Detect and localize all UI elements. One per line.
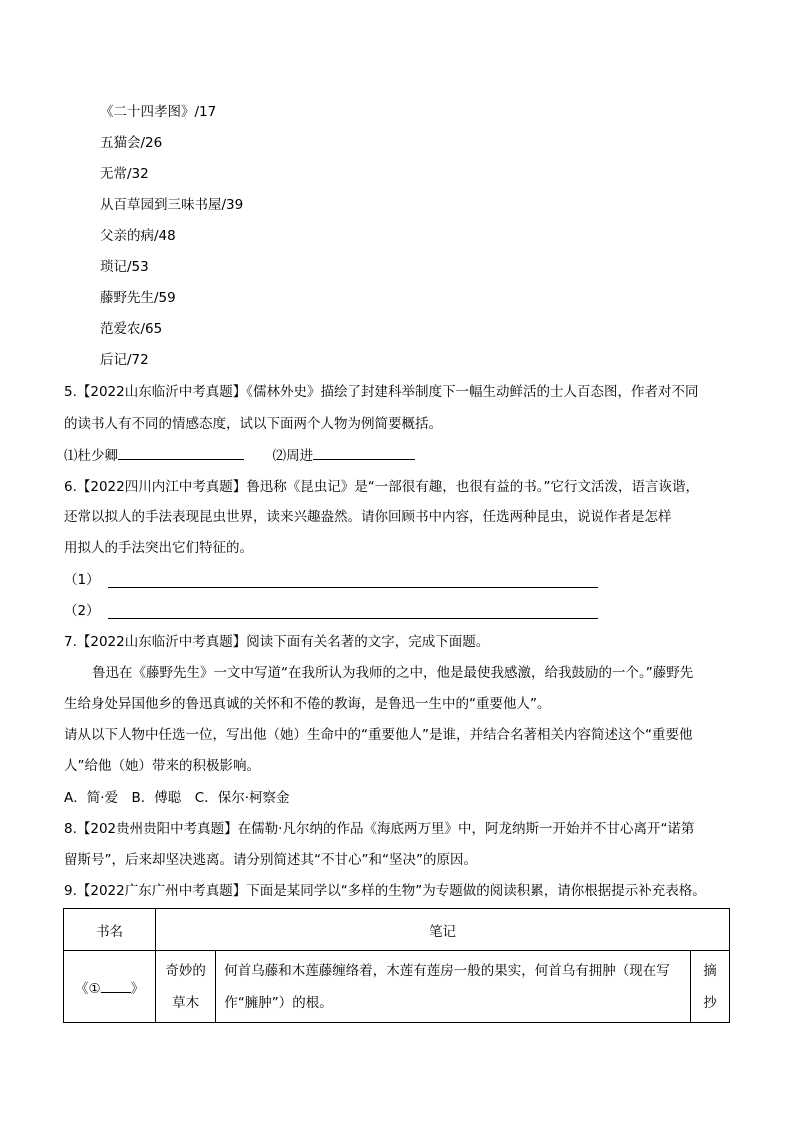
question-5-text: 的读书人有不同的情感态度，试以下面两个人物为例简要概括。 [64,416,442,432]
q6-answer-line[interactable] [108,618,598,619]
note-text: 何首乌藤和木莲藤缠络着，木莲有莲房一般的果实，何首乌有拥肿（现在写 [224,962,670,979]
table-header-row [64,909,730,951]
toc-item: 父亲的病/48 [100,228,176,244]
question-7-text: 人”给他（她）带来的积极影响。 [64,758,260,774]
table-row [64,951,730,1023]
q6-answer-label: （1） [64,572,100,588]
category-text: 奇妙的 [165,962,206,979]
question-6-text: 用拟人的手法突出它们特征的。 [64,540,253,556]
question-7-quote: 鲁迅在《藤野先生》一文中写道“在我所认为我师的之中，他是最使我感激，给我鼓励的一个。”藤野先 [92,665,694,681]
q5-option-label: ⑴杜少卿 [64,448,118,464]
note-text: 作“臃肿”）的根。 [224,994,333,1011]
toc-item: 无常/32 [100,166,149,182]
question-5-options [64,445,415,466]
toc-item: 范爱农/65 [100,321,163,337]
question-7-options: A．简·爱 B．傅聪 C．保尔·柯察金 [64,790,290,806]
toc-item: 从百草园到三味书屋/39 [100,197,244,213]
q5-answer-blank[interactable] [118,445,244,460]
type-text: 抄 [703,994,717,1011]
toc-item: 藤野先生/59 [100,290,176,306]
reading-notes-table [63,908,730,1023]
q5-option-label: ⑵周进 [272,448,314,464]
note-cell [216,951,691,1023]
toc-item: 五猫会/26 [100,135,163,151]
question-9-text: 9.【2022广东广州中考真题】下面是某同学以“多样的生物”为专题做的阅读积累，请你根据提示补充表格。 [64,883,706,899]
q5-answer-blank[interactable] [313,445,415,460]
question-7-text: 7.【2022山东临沂中考真题】阅读下面有关名著的文字，完成下面题。 [64,634,490,650]
question-6-text: 还常以拟人的手法表现昆虫世界，读来兴趣盎然。请你回顾书中内容，任选两种昆虫，说说作者是怎样 [64,509,672,525]
book-answer-blank[interactable] [101,978,131,993]
header-book: 书名 [64,909,156,951]
question-6-text: 6.【2022四川内江中考真题】鲁迅称《昆虫记》是“一部很有趣，也很有益的书。”它行文活泼，语言诙谐， [64,479,699,495]
toc-item: 琐记/53 [100,259,149,275]
category-cell [156,951,216,1023]
question-7-quote: 生给身处异国他乡的鲁迅真诚的关怀和不倦的教诲，是鲁迅一生中的“重要他人”。 [64,696,551,712]
q6-answer-line[interactable] [108,587,598,588]
question-8-text: 8.【202贵州贵阳中考真题】在儒勒·凡尔纳的作品《海底两万里》中，阿龙纳斯一开始并不甘心离开“诺第 [64,821,695,837]
question-7-text: 请从以下人物中任选一位，写出他（她）生命中的“重要他人”是谁，并结合名著相关内容简述这个“重要他 [64,727,693,743]
book-suffix: 》 [130,980,145,997]
question-8-text: 留斯号”，后来却坚决逃离。请分别简述其“不甘心”和“坚决”的原因。 [64,852,477,868]
category-text: 草木 [172,994,200,1011]
q6-answer-label: （2） [64,603,100,619]
type-cell [690,951,729,1023]
question-5-text: 5.【2022山东临沂中考真题】《儒林外史》描绘了封建科举制度下一幅生动鲜活的士人百态图，作者对不同 [64,384,699,400]
toc-item: 后记/72 [100,352,149,368]
toc-item: 《二十四孝图》/17 [100,104,217,120]
type-text: 摘 [703,962,717,979]
book-cell [64,951,156,1023]
header-notes: 笔记 [156,909,730,951]
book-prefix: 《① [75,980,101,997]
